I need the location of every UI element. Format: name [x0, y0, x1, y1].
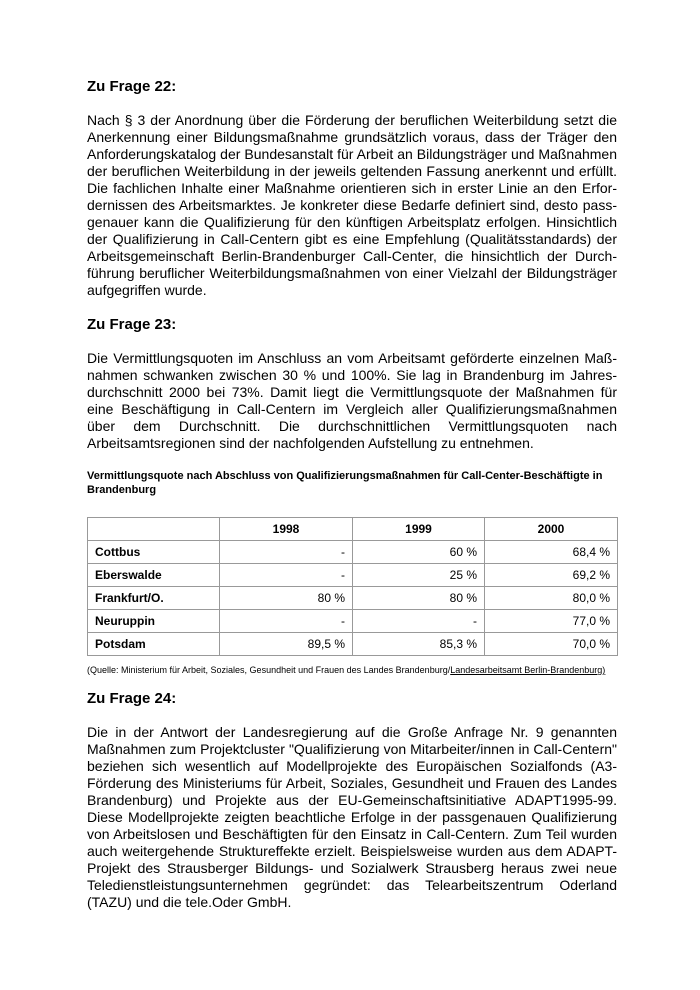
header-cell-2000: 2000 — [485, 518, 618, 541]
answer-frage-23: Die Vermittlungsquoten im Anschluss an vom Arbeitsamt geförderte einzelnen Maßnahmen schwanken zwischen 30 % und 100%. Sie lag in Brandenburg im Jahresdurchschnitt 2000 bei 73%. Damit liegt die Vermittlungsquote der Maßnahmen für eine Beschäftigung in Call-Centern im Vergleich aller Qualifizierungsmaßnahmen über dem Durchschnitt. Die durchschnittlichen Vermittlungsquoten nach Arbeitsamtsregionen sind der nachfolgenden Aufstellung zu entnehmen. — [87, 350, 617, 451]
region-cell: Eberswalde — [88, 564, 220, 587]
value-cell-1998: 89,5 % — [220, 633, 353, 656]
document-page — [87, 78, 617, 928]
source-prefix: (Quelle: Ministerium für Arbeit, Soziales, Gesundheit und Frauen des Landes Brandenburg/ — [87, 665, 451, 675]
region-cell: Potsdam — [88, 633, 220, 656]
value-cell-1999: - — [353, 610, 485, 633]
value-cell-1999: 85,3 % — [353, 633, 485, 656]
table-caption: Vermittlungsquote nach Abschluss von Qualifizierungsmaßnahmen für Call-Center-Beschäftigte in Brandenburg — [87, 470, 603, 496]
value-cell-2000: 70,0 % — [485, 633, 618, 656]
region-cell: Neuruppin — [88, 610, 220, 633]
value-cell-2000: 77,0 % — [485, 610, 618, 633]
table-row — [88, 587, 618, 610]
value-cell-1998: 80 % — [220, 587, 353, 610]
value-cell-1999: 25 % — [353, 564, 485, 587]
table-header-row — [88, 518, 618, 541]
answer-frage-22: Nach § 3 der Anordnung über die Förderung der beruflichen Weiterbildung setzt die Anerkennung einer Bildungsmaßnahme grundsätzlich voraus, dass der Träger den Anforderungskatalog der Bundesanstalt für Arbeit an Bildungsträger und Maßnahmen der beruflichen Weiterbildung in der jeweils geltenden Fassung anerkennt und erfüllt. Die fachlichen Inhalte einer Maßnahme orientieren sich in erster Linie an den Erfordernissen des Arbeitsmarktes. Je konkreter diese Bedarfe definiert sind, desto passgenauer kann die Qualifizierung für den künftigen Arbeitsplatz erfolgen. Hinsichtlich der Qualifizierung in Call-Centern gibt es eine Empfehlung (Qualitätsstandards) der Arbeitsgemeinschaft Berlin-Brandenburger Call-Center, die hinsichtlich der Durchführung beruflicher Weiterbildungsmaßnahmen von einer Vielzahl der Bildungsträger aufgegriffen wurde. — [87, 112, 617, 298]
vermittlungsquote-table — [87, 517, 618, 656]
heading-frage-22: Zu Frage 22: — [87, 78, 177, 95]
value-cell-1998: - — [220, 610, 353, 633]
header-cell-1999: 1999 — [353, 518, 485, 541]
heading-frage-24: Zu Frage 24: — [87, 690, 177, 707]
value-cell-1998: - — [220, 541, 353, 564]
heading-frage-23: Zu Frage 23: — [87, 316, 177, 333]
region-cell: Frankfurt/O. — [88, 587, 220, 610]
table-row — [88, 564, 618, 587]
header-cell-1998: 1998 — [220, 518, 353, 541]
table-source-note — [87, 664, 617, 676]
value-cell-2000: 69,2 % — [485, 564, 618, 587]
value-cell-1999: 60 % — [353, 541, 485, 564]
table-row — [88, 610, 618, 633]
region-cell: Cottbus — [88, 541, 220, 564]
value-cell-2000: 80,0 % — [485, 587, 618, 610]
value-cell-2000: 68,4 % — [485, 541, 618, 564]
table-row — [88, 633, 618, 656]
answer-frage-24: Die in der Antwort der Landesregierung auf die Große Anfrage Nr. 9 genannten Maßnahmen zum Projektcluster "Qualifizierung von Mitarbeiter/innen in Call-Centern" beziehen sich wesentlich auf Modellprojekte des Europäischen Sozialfonds (A3-Förderung des Ministeriums für Arbeit, Soziales, Gesundheit und Frauen des Landes Brandenburg) und Projekte aus der EU-Gemeinschaftsinitiative ADAPT1995-99. Diese Modellprojekte zeigten beachtliche Erfolge in der passgenauen Qualifizierung von Arbeitslosen und Beschäftigten für den Einsatz in Call-Centern. Zum Teil wurden auch weitergehende Struktureffekte erzielt. Beispielsweise wurden aus dem ADAPT-Projekt des Strausberger Bildungs- und Sozialwerk Strausberg heraus zwei neue Teledienstleistungsunternehmen gegründet: das Telearbeitszentrum Oderland (TAZU) und die tele.Oder GmbH. — [87, 724, 617, 910]
table-row — [88, 541, 618, 564]
value-cell-1999: 80 % — [353, 587, 485, 610]
source-underlined: Landesarbeitsamt Berlin-Brandenburg) — [450, 665, 606, 675]
header-cell-empty — [88, 518, 220, 541]
value-cell-1998: - — [220, 564, 353, 587]
